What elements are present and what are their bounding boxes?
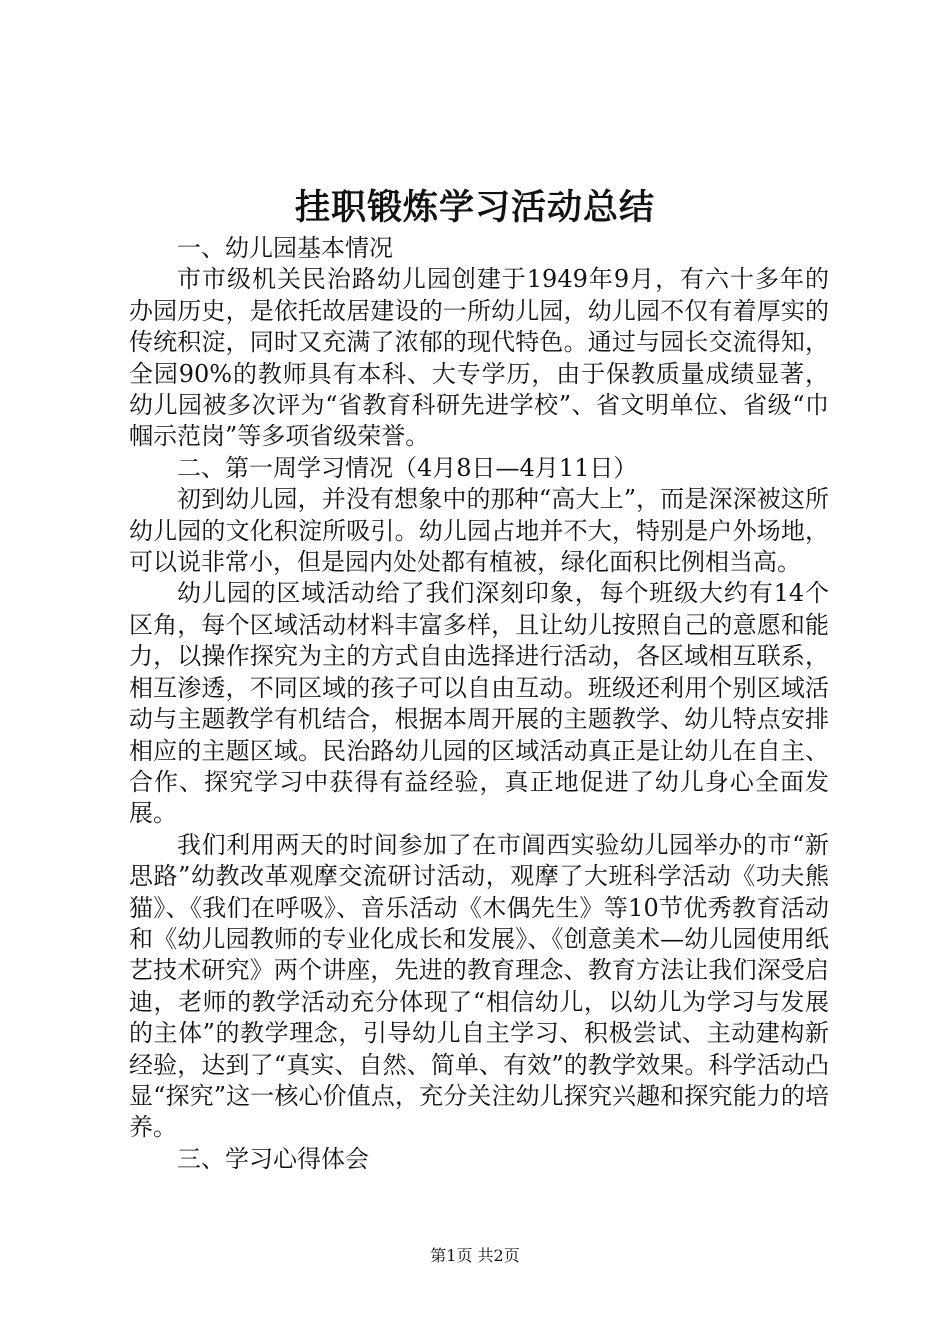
page-footer: 第1页 共2页 [430, 1246, 520, 1265]
section-heading-first-week: 二、第一周学习情况（4月8日—4月11日） [177, 453, 638, 482]
section-heading-basic-info: 一、幼儿园基本情况 [177, 234, 393, 262]
paragraph-basic-info: 市市级机关民治路幼儿园创建于1949年9月，有六十多年的办园历史，是依托故居建设的一所幼儿园，幼儿园不仅有着厚实的传统积淀，同时又充满了浓郁的现代特色。通过与园长交流得知，全园90%的教师具有本科、大专学历，由于保教质量成绩显著，幼儿园被多次评为“省教育科研先进学校”、省文明单位、省级“巾帼示范岗”等多项省级荣誉。 [129, 265, 829, 451]
document-title: 挂职锻炼学习活动总结 [294, 187, 655, 228]
paragraph-area-activities: 幼儿园的区域活动给了我们深刻印象，每个班级大约有14个区角，每个区域活动材料丰富多样，且让幼儿按照自己的意愿和能力，以操作探究为主的方式自由选择进行活动，各区域相互联系，相互渗透，不同区域的孩子可以自由互动。班级还利用个别区域活动与主题教学有机结合，根据本周开展的主题教学、幼儿特点安排相应的主题区域。民治路幼儿园的区域活动真正是让幼儿在自主、合作、探究学习中获得有益经验，真正地促进了幼儿身心全面发展。 [129, 579, 829, 828]
document-body [129, 233, 829, 1175]
paragraph-observation-event: 我们利用两天的时间参加了在市阊西实验幼儿园举办的市“新思路”幼教改革观摩交流研讨活动，观摩了大班科学活动《功夫熊猫》、《我们在呼吸》、音乐活动《木偶先生》等10节优秀教育活动和《幼儿园教师的专业化成长和发展》、《创意美术—幼儿园使用纸艺技术研究》两个讲座，先进的教育理念、教育方法让我们深受启迪，老师的教学活动充分体现了“相信幼儿，以幼儿为学习与发展的主体”的教学理念，引导幼儿自主学习、积极尝试、主动建构新经验，达到了“真实、自然、简单、有效”的教学效果。科学活动凸显“探究”这一核心价值点，充分关注幼儿探究兴趣和探究能力的培养。 [129, 830, 829, 1142]
section-heading-reflections: 三、学习心得体会 [177, 1144, 369, 1173]
paragraph-first-impression: 初到幼儿园，并没有想象中的那种“高大上”，而是深深被这所幼儿园的文化积淀所吸引。幼儿园占地并不大，特别是户外场地，可以说非常小，但是园内处处都有植被，绿化面积比例相当高。 [129, 485, 829, 577]
